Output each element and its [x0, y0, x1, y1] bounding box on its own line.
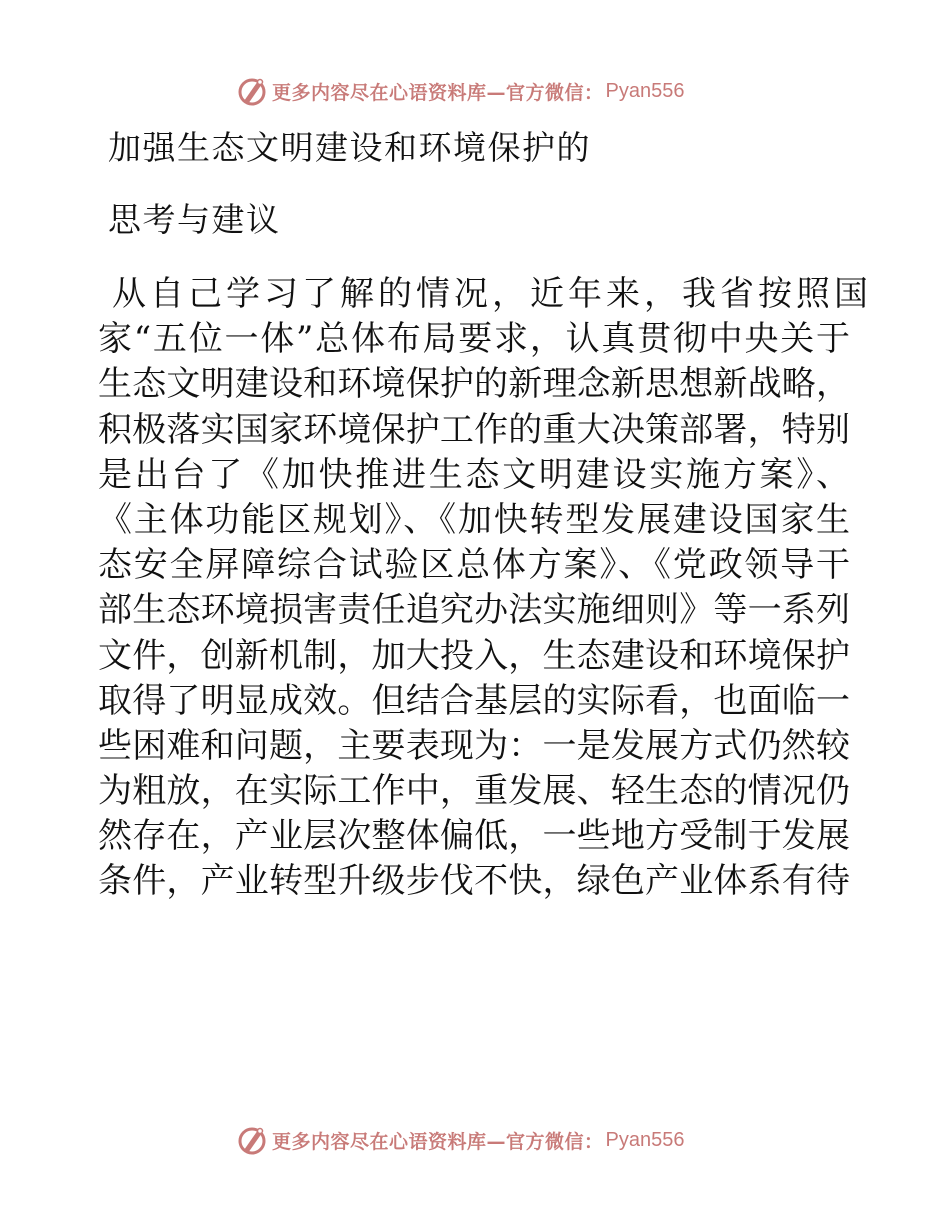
watermark-wechat-id: Pyan556: [605, 79, 685, 102]
document-title-line-2: 思考与建议: [108, 200, 281, 239]
document-title-line-1: 加强生态文明建设和环境保护的: [108, 128, 591, 167]
body-line: 为粗放，在实际工作中，重发展、轻生态的情况仍: [98, 771, 850, 812]
watermark-text: 更多内容尽在心语资料库—官方微信：: [272, 81, 604, 104]
watermark-text: 更多内容尽在心语资料库—官方微信：: [272, 1130, 604, 1153]
body-line: 部生态环境损害责任追究办法实施细则》等一系列: [98, 590, 850, 631]
body-line: 《主体功能区规划》、《加快转型发展建设国家生: [98, 499, 850, 540]
body-line: 条件，产业转型升级步伐不快，绿色产业体系有待: [98, 861, 850, 902]
body-line: 生态文明建设和环境保护的新理念新思想新战略，: [98, 364, 850, 405]
body-line: 然存在，产业层次整体偏低，一些地方受制于发展: [98, 816, 850, 857]
watermark-footer: [236, 1123, 684, 1157]
body-line: 些困难和问题，主要表现为：一是发展方式仍然较: [98, 725, 850, 766]
body-line: 积极落实国家环境保护工作的重大决策部署，特别: [98, 409, 850, 450]
body-line: 是出台了《加快推进生态文明建设实施方案》、: [98, 454, 850, 495]
body-line: 家“五位一体”总体布局要求，认真贯彻中央关于: [98, 319, 850, 360]
body-line: 从自己学习了解的情况，近年来，我省按照国: [112, 274, 872, 314]
body-line: 态安全屏障综合试验区总体方案》、《党政领导干: [98, 545, 850, 586]
pen-logo-icon: [236, 1124, 268, 1156]
watermark-header: [236, 74, 684, 108]
body-line: 文件，创新机制，加大投入，生态建设和环境保护: [98, 635, 850, 676]
pen-logo-icon: [236, 75, 268, 107]
document-body: [98, 272, 872, 905]
body-line: 取得了明显成效。但结合基层的实际看，也面临一: [98, 680, 850, 721]
watermark-wechat-id: Pyan556: [605, 1128, 685, 1151]
